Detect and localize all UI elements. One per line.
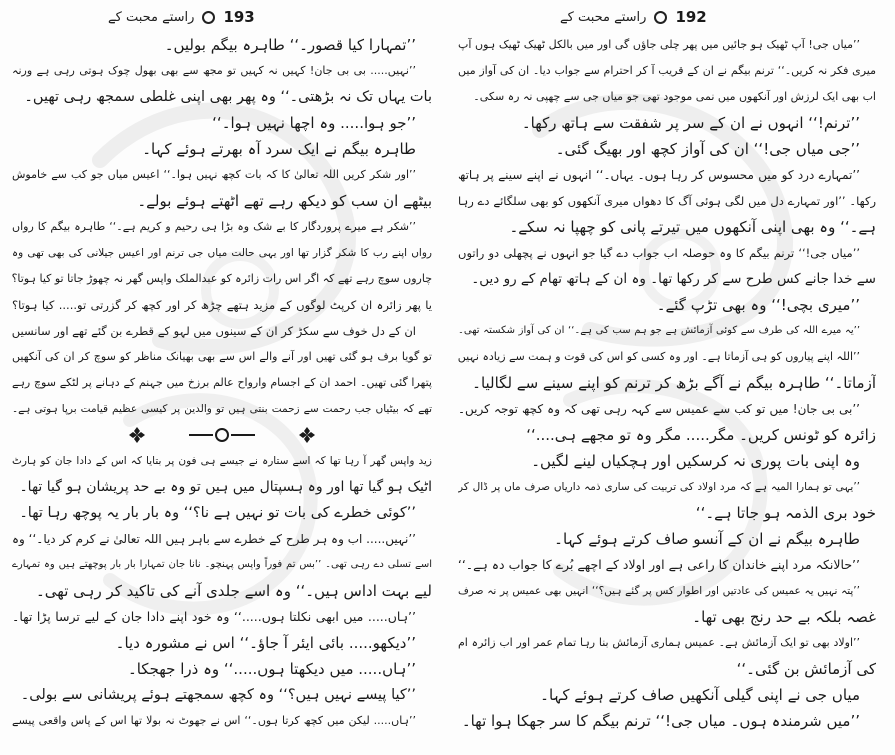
circle-ornament-icon [654, 11, 667, 24]
text-line: ’’میں شرمندہ ہوں۔ میاں جی!‘‘ ترنم بیگم کا سر جھکا ہوا تھا۔ [461, 712, 860, 730]
text-line: لیے بہت اداس ہیں۔‘‘ وہ اسے جلدی آنے کی تاکید کر رہی تھی۔ [36, 582, 432, 600]
text-line: ’’یہی تو ہمارا المیہ ہے کہ مرد اولاد کی تربیت کی ساری ذمہ داریاں صرف ماں پر ڈال کر [458, 481, 860, 493]
text-line: ’’نہیں..... اب وہ ہر طرح کے خطرے سے باہر ہیں اللہ تعالیٰ نے کرم کر دیا۔‘‘ وہ [12, 532, 416, 546]
text-line: خود بری الذمہ ہو جاتا ہے۔‘‘ [695, 504, 876, 522]
text-line: رواں اپنے رب کا شکر گزار تھا اور یہی حالت میاں جی ترنم اور اعیس جیلانی کی بھی تھی وہ [12, 247, 432, 259]
page-number: 193 [223, 8, 255, 26]
text-line: اسے تسلی دے رہی تھی۔ ’’بس تم فوراً واپس پہنچو۔ نانا جان تمہارا بار بار پوچھتے ہیں وہ تمہارے [12, 559, 432, 570]
text-line: اٹیک ہو گیا تھا اور وہ ہسپتال میں ہیں تو وہ بے حد پریشان ہو گیا تھا۔ [19, 479, 432, 495]
text-line: ’’ہاں..... میں دیکھتا ہوں.....‘‘ وہ ذرا جھجکا۔ [127, 660, 416, 678]
text-line: رکھا۔ ’’اور تمہارے دل میں لگی ہوئی آگ کا دھواں میری آنکھوں کو بھی سلگائے دے رہا [458, 194, 876, 208]
text-line: ’’اور شکر کریں اللہ تعالیٰ کا کہ بات کچھ نہیں ہوا۔‘‘ اعیس میاں جو کب سے خاموش [12, 168, 416, 181]
text-line: یا پھر زائرہ ان کرپٹ لوگوں کے مزید ہتھے چڑھ کر اور کچھ کر گزرتی تو..... کیا ہوتا؟ [12, 298, 432, 312]
text-line: ’’شکر ہے میرے پروردگار کا بے شک وہ بڑا ہی رحیم و کریم ہے۔‘‘ طاہرہ بیگم کا رواں [12, 220, 416, 233]
text-line: طاہرہ بیگم نے ان کے آنسو صاف کرتے ہوئے کہا۔ [554, 530, 860, 548]
text-line: ’’میاں جی!‘‘ ترنم بیگم کا وہ حوصلہ اب جواب دے گیا جو انہوں نے پچھلی دو راتوں [458, 246, 860, 260]
text-line: ’’یہ میرے اللہ کی طرف سے کوئی آزمائش ہے جو ہم سب کی ہے۔‘‘ ان کی آواز شکستہ تھی۔ [458, 325, 860, 336]
page-header-left [108, 6, 255, 28]
text-line: ’’تمہارے درد کو میں محسوس کر رہا ہوں۔ یہاں۔‘‘ انہوں نے اپنے سینے پر ہاتھ [458, 168, 860, 182]
text-line: ’’ہاں..... لیکن میں کچھ کرتا ہوں۔‘‘ اس نے جھوٹ نہ بولا تھا اس کے پاس واقعی پیسے [12, 714, 416, 727]
page-number: 192 [675, 8, 707, 26]
text-line: ’’جی میاں جی!‘‘ ان کی آواز کچھ اور بھیگ گئی۔ [555, 140, 860, 158]
text-line: کی آزمائش بن گئی۔‘‘ [736, 660, 876, 678]
text-line: ’’کوئی خطرے کی بات تو نہیں ہے نا؟‘‘ وہ بار بار یہ پوچھ رہا تھا۔ [19, 505, 416, 521]
text-line: ’’اللہ اپنے پیاروں کو ہی آزماتا ہے۔ اور وہ کسی کو اس کی قوت و ہمت سے زیادہ نہیں [458, 350, 860, 363]
text-line: ’’ہاں..... میں ابھی نکلتا ہوں.....‘‘ وہ خود اپنے دادا جان کے لیے ترسا پڑا تھا۔ [12, 609, 416, 624]
text-line: زید واپس گھر آ رہا تھا کہ اسے ستارہ نے جیسے ہی فون پر بتایا کہ اس کے دادا جان کو ہارٹ [12, 455, 432, 467]
text-line: ’’جو ہوا..... وہ اچھا نہیں ہوا۔‘‘ [212, 114, 416, 132]
circle-ornament-icon [202, 11, 215, 24]
text-line: تھے کہ بیٹیاں جب رحمت سے زحمت بنتی ہیں تو والدین پر کیسی عظیم قیامت برپا ہوتی ہے۔ [12, 403, 432, 415]
text-line: ’’پتہ نہیں یہ عمیس کی عادتیں اور اطوار کس پر گئے ہیں؟‘‘ انہیں بھی عمیس پر نہ صرف [458, 585, 860, 597]
diamond-circle-divider-icon [127, 426, 317, 444]
text-line: ’’میاں جی! آپ ٹھیک ہو جائیں میں پھر چلی جاؤں گی اور میں بالکل ٹھیک ٹھیک ہوں آپ [458, 38, 860, 51]
text-line: چاروں سوچ رہے تھے کہ اگر اس رات زائرہ کو عبدالملک واپس گھر نہ چھوڑ جاتا تو کیا ہوتا؟ [12, 272, 432, 285]
text-line: سے خدا جانے کس طرح سے کر رکھا تھا۔ وہ ان کے ہاتھ تھام کے رو دیں۔ [471, 271, 876, 287]
text-line: ’’بی بی جان! میں تو کب سے عمیس سے کہہ رہی تھی کہ وہ کچھ توجہ کریں۔ [458, 402, 860, 416]
text-line: ’’کیا پیسے نہیں ہیں؟‘‘ وہ کچھ سمجھتے ہوئے پریشانی سے بولی۔ [20, 687, 416, 703]
text-line: وہ اپنی بات پوری نہ کرسکیں اور ہچکیاں لینے لگیں۔ [531, 452, 860, 470]
page-header-right [560, 6, 707, 28]
text-line: ’’دیکھو..... بائی ایئر آ جاؤ۔‘‘ اس نے مشورہ دیا۔ [115, 634, 416, 652]
text-line: ’’نہیں..... بی بی جان! کہیں نہ کہیں تو مجھ سے بھی بھول چوک ہوتی رہی ہے ورنہ [12, 64, 416, 77]
text-line: ’’اولاد بھی تو ایک آزمائش ہے۔ عمیس ہماری آزمائش بنا رہا تمام عمر اور اب زائرہ ام [458, 636, 860, 649]
text-line: ’’تمہارا کیا قصور۔‘‘ طاہرہ بیگم بولیں۔ [164, 36, 416, 54]
text-line: ان کے دل خوف سے سکڑ کر ان کے سینوں میں لہو کے قطرے بن گئے تھے اور سانسیں [12, 324, 416, 338]
text-line: غصہ بلکہ بے حد رنج بھی تھا۔ [692, 608, 876, 626]
text-line: ہے۔‘‘ وہ بھی اپنی آنکھوں میں تیرتے پانی کو چھپا نہ سکے۔ [509, 218, 876, 236]
page-right-body [458, 32, 876, 734]
running-title: راستے محبت کے [560, 9, 647, 25]
text-line: میاں جی نے اپنی گیلی آنکھیں صاف کرتے ہوئے کہا۔ [540, 686, 860, 704]
text-line: ’’ترنم!‘‘ انہوں نے ان کے سر پر شفقت سے ہاتھ رکھا۔ [521, 114, 860, 132]
text-line: ’’میری بچی!‘‘ وہ بھی تڑپ گئے۔ [656, 296, 860, 314]
text-line: بات یہاں تک نہ بڑھتی۔‘‘ وہ پھر بھی اپنی غلطی سمجھ رہی تھیں۔ [24, 89, 432, 105]
text-line: طاہرہ بیگم نے ایک سرد آہ بھرتے ہوئے کہا۔ [142, 140, 416, 158]
section-divider [12, 422, 432, 448]
text-line: پتھرا گئی تھیں۔ احمد ان کے اجسام وارواح عالم برزخ میں جہنم کے دہانے پر لٹکے سوچ رہے [12, 376, 432, 389]
text-line: اب بھی ایک لرزش اور آنکھوں میں نمی موجود تھی جو میاں جی سے چھپی نہ رہ سکی۔ [473, 90, 876, 103]
text-line: ’’حالانکہ مرد اپنے خاندان کا راعی ہے اور اولاد کے اچھے بُرے کا جواب دہ ہے۔‘‘ [458, 557, 860, 572]
text-line: آزماتا۔‘‘ طاہرہ بیگم نے آگے بڑھ کر ترنم کو اپنے سینے سے لگالیا۔ [472, 374, 876, 392]
text-line: بیٹھے ان سب کو دیکھ رہے تھے اٹھتے ہوئے بولے۔ [137, 192, 432, 210]
running-title: راستے محبت کے [108, 9, 195, 25]
page-left-body [12, 32, 432, 734]
text-line: میری فکر نہ کریں۔‘‘ ترنم بیگم نے ان کے قریب آ کر احترام سے جواب دیا۔ ان کی آواز میں [458, 64, 876, 77]
text-line: تو گویا برف ہو گئی تھیں اور آنے والے اس سے بھی بھیانک مناظر کو سوچ کر ان کی آنکھیں [12, 350, 432, 363]
text-line: زائرہ کو ٹونس کریں۔ مگر..... مگر وہ تو مجھے ہی....‘‘ [526, 426, 876, 444]
